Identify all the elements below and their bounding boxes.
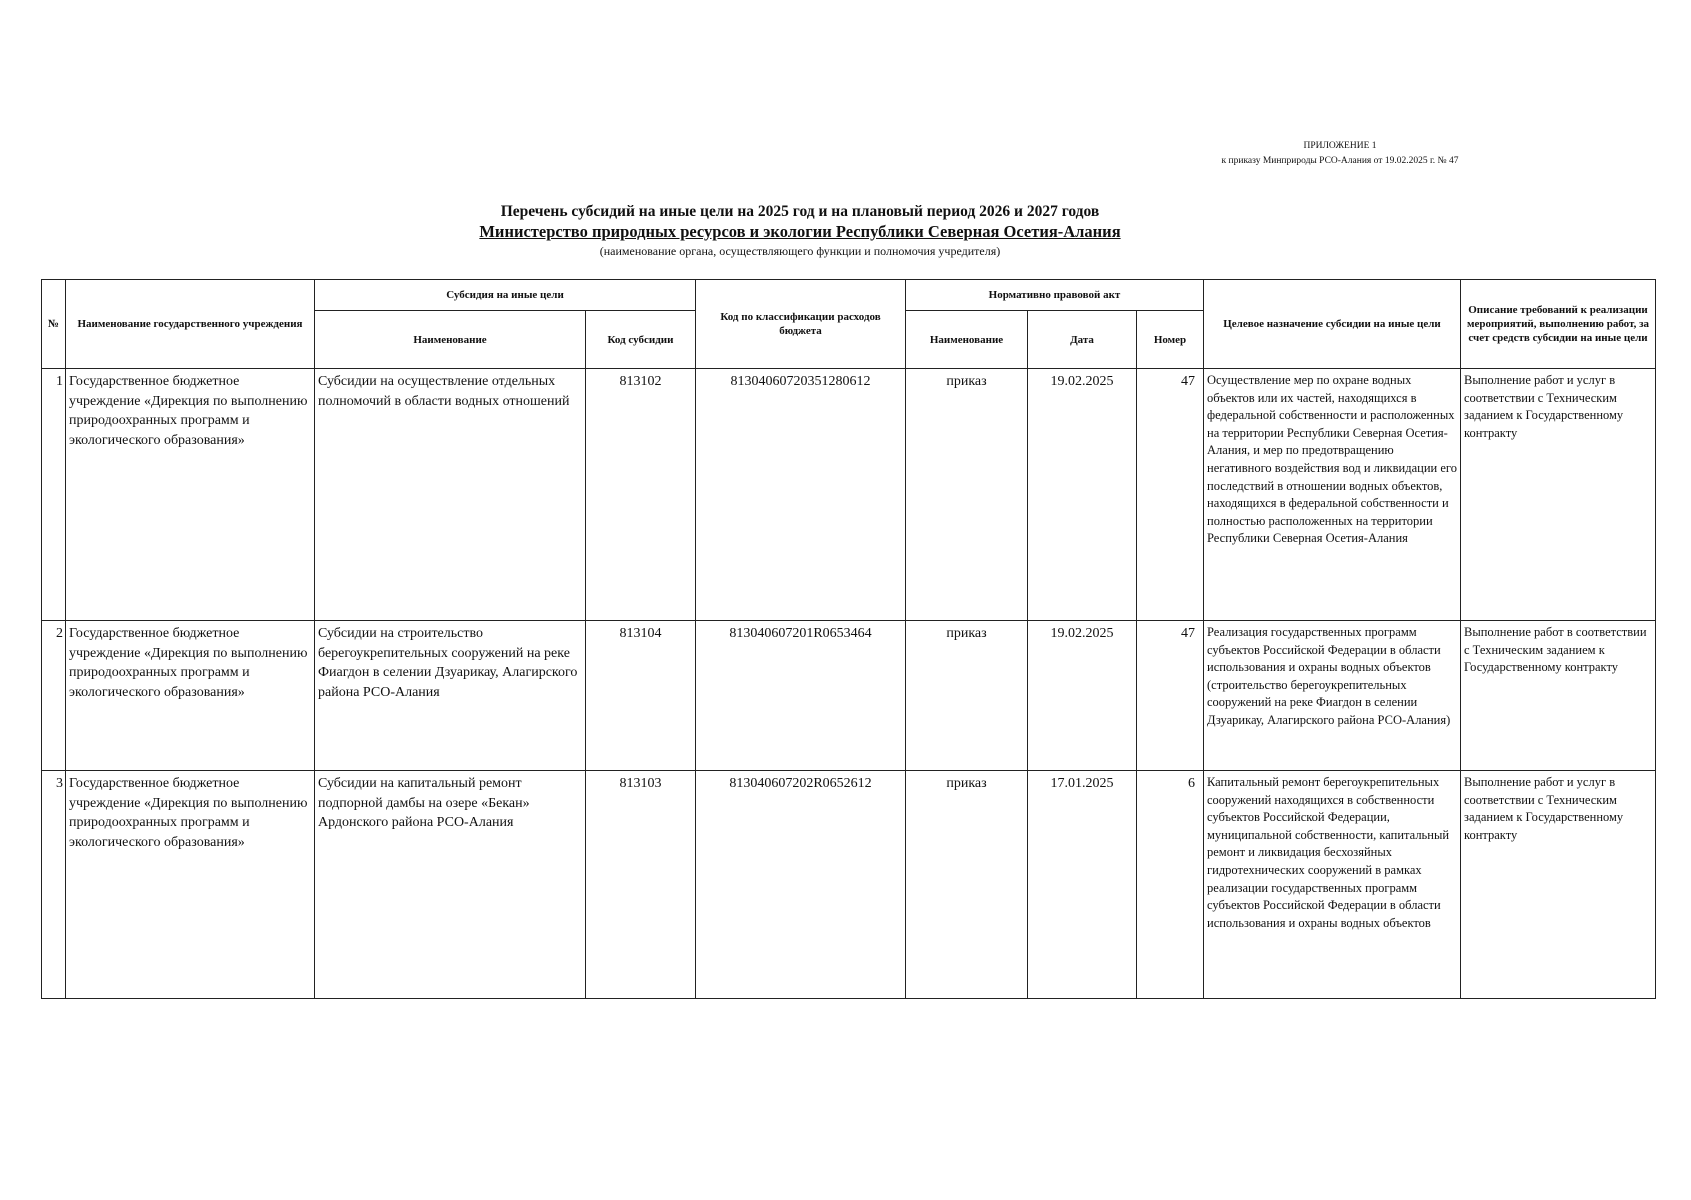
cell-institution: Государственное бюджетное учреждение «Дирекция по выполнению природоохранных программ и экологического образования» xyxy=(66,369,315,621)
cell-act-number: 47 xyxy=(1137,621,1204,771)
cell-budget-code: 81304060720351280612 xyxy=(696,369,906,621)
header-budget-code: Код по классификации расходов бюджета xyxy=(696,280,906,369)
header-row-1 xyxy=(42,280,1656,311)
cell-subsidy-name: Субсидии на строительство берегоукрепительных сооружений на реке Фиагдон в селении Дзуарикау, Алагирского района РСО-Алания xyxy=(315,621,586,771)
table-row xyxy=(42,621,1656,771)
cell-requirements: Выполнение работ в соответствии с Техническим заданием к Государственному контракту xyxy=(1461,621,1656,771)
header-purpose: Целевое назначение субсидии на иные цели xyxy=(1204,280,1461,369)
appendix-title: ПРИЛОЖЕНИЕ 1 xyxy=(1303,141,1377,151)
appendix-subtitle: к приказу Минприроды РСО-Алания от 19.02.2025 г. № 47 xyxy=(1221,156,1459,166)
header-institution: Наименование государственного учреждения xyxy=(66,280,315,369)
header-requirements: Описание требований к реализации мероприятий, выполнению работ, за счет средств субсидии на иные цели xyxy=(1461,280,1656,369)
cell-budget-code: 813040607202R0652612 xyxy=(696,771,906,999)
header-act-name: Наименование xyxy=(906,311,1028,369)
header-subsidy-group: Субсидия на иные цели xyxy=(315,280,696,311)
document-header xyxy=(300,202,1300,260)
cell-act-number: 6 xyxy=(1137,771,1204,999)
appendix-note xyxy=(1180,139,1500,169)
cell-act-number: 47 xyxy=(1137,369,1204,621)
cell-subsidy-code: 813102 xyxy=(586,369,696,621)
cell-num: 1 xyxy=(42,369,66,621)
header-act-date: Дата xyxy=(1028,311,1137,369)
cell-subsidy-name: Субсидии на капитальный ремонт подпорной дамбы на озере «Бекан» Ардонского района РСО-Алания xyxy=(315,771,586,999)
cell-institution: Государственное бюджетное учреждение «Дирекция по выполнению природоохранных программ и экологического образования» xyxy=(66,621,315,771)
header-act-group: Нормативно правовой акт xyxy=(906,280,1204,311)
cell-act-date: 17.01.2025 xyxy=(1028,771,1137,999)
cell-budget-code: 813040607201R0653464 xyxy=(696,621,906,771)
document-title: Перечень субсидий на иные цели на 2025 год и на плановый период 2026 и 2027 годов xyxy=(500,203,1100,220)
ministry-caption: (наименование органа, осуществляющего функции и полномочия учредителя) xyxy=(599,244,1001,258)
cell-act-name: приказ xyxy=(906,621,1028,771)
table-row xyxy=(42,369,1656,621)
cell-requirements: Выполнение работ и услуг в соответствии с Техническим заданием к Государственному контракту xyxy=(1461,369,1656,621)
table-row xyxy=(42,771,1656,999)
cell-subsidy-code: 813103 xyxy=(586,771,696,999)
cell-act-name: приказ xyxy=(906,369,1028,621)
header-subsidy-code: Код субсидии xyxy=(586,311,696,369)
cell-purpose: Капитальный ремонт берегоукрепительных сооружений находящихся в собственности субъектов Российской Федерации, муниципальной собственности, капитальный ремонт и ликвидация бесхозяйных гидротехнических сооружений в рамках реализации государственных программ субъектов Российской Федерации в области использования и охраны водных объектов xyxy=(1204,771,1461,999)
header-subsidy-name: Наименование xyxy=(315,311,586,369)
cell-num: 2 xyxy=(42,621,66,771)
cell-requirements: Выполнение работ и услуг в соответствии с Техническим заданием к Государственному контракту xyxy=(1461,771,1656,999)
header-num: № xyxy=(42,280,66,369)
cell-act-date: 19.02.2025 xyxy=(1028,369,1137,621)
cell-act-date: 19.02.2025 xyxy=(1028,621,1137,771)
ministry-name: Министерство природных ресурсов и экологии Республики Северная Осетия-Алания xyxy=(479,222,1121,241)
cell-institution: Государственное бюджетное учреждение «Дирекция по выполнению природоохранных программ и экологического образования» xyxy=(66,771,315,999)
cell-subsidy-name: Субсидии на осуществление отдельных полномочий в области водных отношений xyxy=(315,369,586,621)
subsidies-table xyxy=(41,279,1656,999)
cell-purpose: Реализация государственных программ субъектов Российской Федерации в области использования и охраны водных объектов (строительство берегоукрепительных сооружений на реке Фиагдон в селении Дзуарикау, Алагирского района РСО-Алания) xyxy=(1204,621,1461,771)
cell-num: 3 xyxy=(42,771,66,999)
cell-subsidy-code: 813104 xyxy=(586,621,696,771)
cell-act-name: приказ xyxy=(906,771,1028,999)
cell-purpose: Осуществление мер по охране водных объектов или их частей, находящихся в федеральной собственности и расположенных на территории Республики Северная Осетия-Алания, и мер по предотвращению негативного воздействия вод и ликвидации его последствий в отношении водных объектов, находящихся в федеральной собственности и полностью расположенных на территории Республики Северная Осетия-Алания xyxy=(1204,369,1461,621)
header-act-number: Номер xyxy=(1137,311,1204,369)
